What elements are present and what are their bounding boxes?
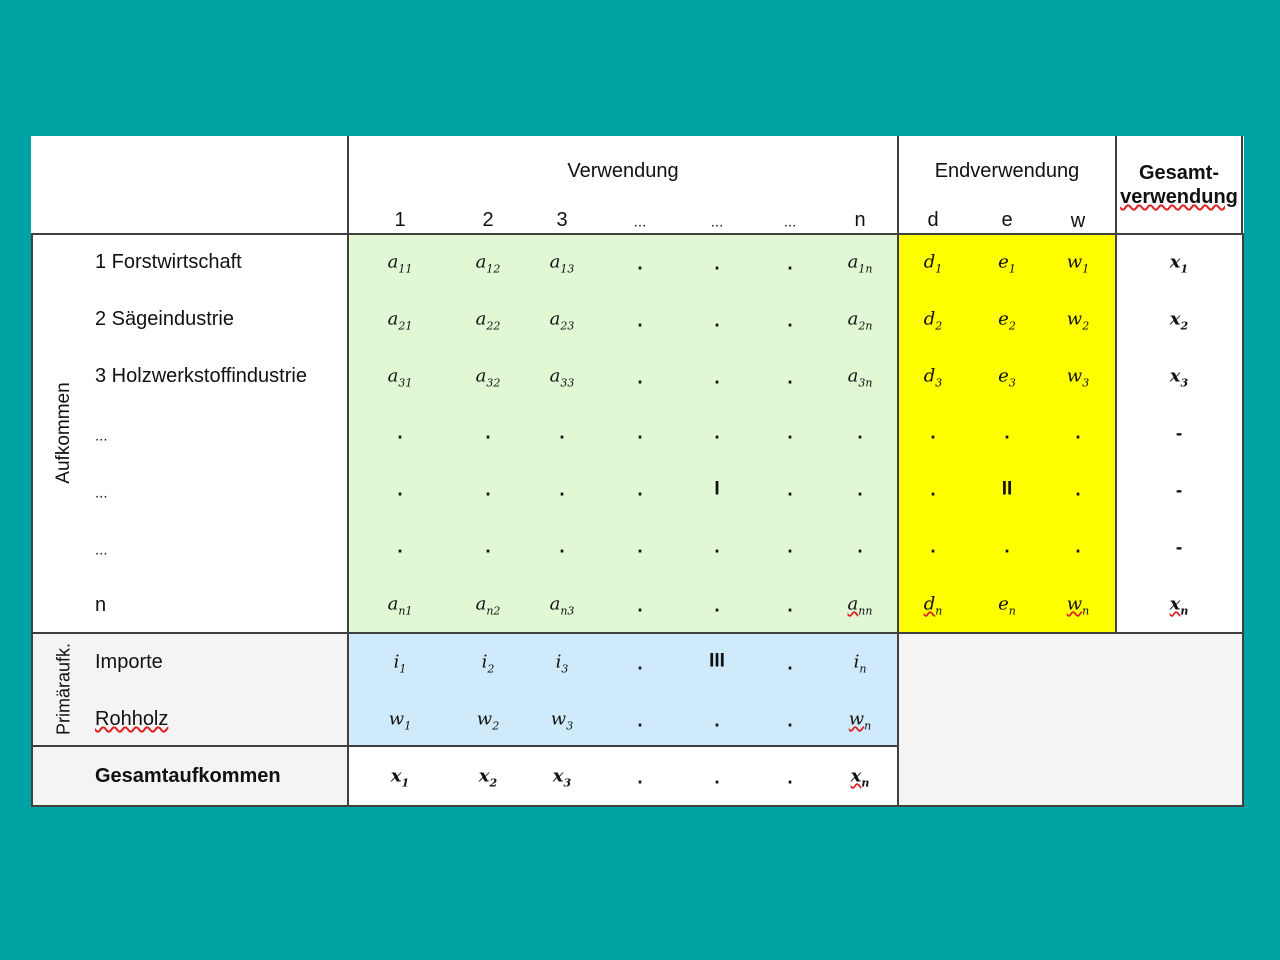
cell-dot: . xyxy=(485,536,491,558)
cell-a22: $a_{22}$ xyxy=(475,308,501,333)
cell-w3: $w_3$ xyxy=(1066,365,1090,390)
cell-total-x2: $x_2$ xyxy=(478,765,498,790)
cell-i3: $i_3$ xyxy=(555,651,569,676)
cell-dot: . xyxy=(714,536,720,558)
cell-dot: . xyxy=(637,479,643,501)
grid-line xyxy=(897,136,899,807)
grid-line xyxy=(1241,136,1243,234)
cell-dot: . xyxy=(787,710,793,732)
gesamtverwendung-header: Gesamt- verwendung xyxy=(1120,162,1238,208)
cell-d1: $d_1$ xyxy=(923,251,943,276)
cell-w2: $w_2$ xyxy=(1066,308,1090,333)
cell-dot: . xyxy=(714,767,720,789)
row-label-ellipsis: ... xyxy=(95,484,108,502)
cell-dot: . xyxy=(930,479,936,501)
cell-dot: . xyxy=(559,422,565,444)
column-header-w: w xyxy=(1070,210,1086,232)
column-header-n: n xyxy=(854,209,866,231)
row-label-rohholz: Rohholz xyxy=(95,708,169,730)
cell-dot: . xyxy=(637,653,643,675)
cell-i2: $i_2$ xyxy=(481,651,495,676)
cell-dot: . xyxy=(637,767,643,789)
cell-dot: . xyxy=(930,536,936,558)
cell-total-x1: $x_1$ xyxy=(390,765,410,790)
cell-dot: . xyxy=(787,253,793,275)
quadrant-label-ii: II xyxy=(1001,478,1013,500)
cell-e3: $e_3$ xyxy=(998,365,1016,390)
cell-dot: . xyxy=(637,710,643,732)
cell-dot: . xyxy=(485,479,491,501)
cell-dot: . xyxy=(397,536,403,558)
total-row-block xyxy=(349,747,898,807)
cell-a3n: $a_{3n}$ xyxy=(847,365,873,390)
cell-dot: . xyxy=(787,653,793,675)
cell-total-x3: $x_3$ xyxy=(552,765,572,790)
row-label-ellipsis: ... xyxy=(95,541,108,559)
cell-dot: . xyxy=(637,310,643,332)
grid-line xyxy=(31,233,1243,235)
cell-an3: $a_{n3}$ xyxy=(549,593,575,618)
column-header-dots: ... xyxy=(633,213,647,231)
cell-dot: . xyxy=(637,536,643,558)
cell-d2: $d_2$ xyxy=(923,308,943,333)
primary-input-block xyxy=(349,633,898,745)
cell-dot: . xyxy=(397,422,403,444)
cell-dot: . xyxy=(930,422,936,444)
cell-dot: . xyxy=(397,479,403,501)
cell-x3: $x_3$ xyxy=(1169,365,1189,390)
cell-dot: . xyxy=(559,536,565,558)
io-table xyxy=(31,136,1244,807)
cell-a1n: $a_{1n}$ xyxy=(847,251,873,276)
cell-dot: . xyxy=(787,536,793,558)
column-header-e: e xyxy=(1001,209,1013,231)
cell-a2n: $a_{2n}$ xyxy=(847,308,873,333)
cell-in: $i_n$ xyxy=(853,651,867,676)
cell-en: $e_n$ xyxy=(998,593,1016,618)
cell-dot: . xyxy=(714,253,720,275)
column-header-d: d xyxy=(927,209,939,231)
cell-a32: $a_{32}$ xyxy=(475,365,501,390)
primaeraufkommen-label: Primäraufk. xyxy=(53,642,74,736)
cell-dot: . xyxy=(1075,422,1081,444)
cell-w1-input: $w_1$ xyxy=(388,708,412,733)
cell-an1: $a_{n1}$ xyxy=(387,593,413,618)
cell-total-xn: $x_n$ xyxy=(850,765,870,790)
cell-x2: $x_2$ xyxy=(1169,308,1189,333)
cell-dot: . xyxy=(1075,536,1081,558)
cell-dot: . xyxy=(714,422,720,444)
quadrant-label-i: I xyxy=(714,478,720,500)
cell-ann: $a_{nn}$ xyxy=(847,593,873,618)
cell-e1: $e_1$ xyxy=(998,251,1016,276)
column-header-dots: ... xyxy=(710,213,724,231)
grid-line xyxy=(347,136,349,807)
cell-dot: . xyxy=(787,595,793,617)
cell-i1: $i_1$ xyxy=(393,651,407,676)
grid-line xyxy=(31,805,1244,807)
column-header-1: 1 xyxy=(394,209,406,231)
cell-d3: $d_3$ xyxy=(923,365,943,390)
cell-dot: . xyxy=(857,422,863,444)
verwendung-header: Verwendung xyxy=(567,160,679,182)
cell-dot: . xyxy=(559,479,565,501)
cell-dot: . xyxy=(714,710,720,732)
cell-a21: $a_{21}$ xyxy=(387,308,413,333)
quadrant-label-iii: III xyxy=(709,650,725,672)
cell-x1: $x_1$ xyxy=(1169,251,1189,276)
cell-wn-input: $w_n$ xyxy=(848,708,872,733)
row-label-saegeindustrie: 2 Sägeindustrie xyxy=(95,308,234,330)
cell-dn: $d_n$ xyxy=(923,593,943,618)
aufkommen-label: Aufkommen xyxy=(53,382,74,484)
cell-dot: . xyxy=(637,422,643,444)
cell-dot: . xyxy=(857,536,863,558)
grid-line xyxy=(31,745,898,747)
cell-a11: $a_{11}$ xyxy=(387,251,413,276)
grid-line xyxy=(31,632,1244,634)
grid-line xyxy=(1115,136,1117,633)
cell-dot: . xyxy=(714,595,720,617)
cell-dot: . xyxy=(1004,536,1010,558)
row-label-gesamtaufkommen: Gesamtaufkommen xyxy=(95,765,281,787)
gray-area-right xyxy=(898,633,1244,807)
cell-an2: $a_{n2}$ xyxy=(475,593,501,618)
cell-dot: . xyxy=(637,253,643,275)
cell-dot: . xyxy=(714,367,720,389)
row-label-n: n xyxy=(95,594,107,616)
row-label-forstwirtschaft: 1 Forstwirtschaft xyxy=(95,251,242,273)
intermediate-use-block xyxy=(349,234,898,632)
cell-dash: - xyxy=(1175,480,1183,502)
cell-dot: . xyxy=(637,367,643,389)
cell-a12: $a_{12}$ xyxy=(475,251,501,276)
cell-dot: . xyxy=(714,310,720,332)
cell-dot: . xyxy=(787,367,793,389)
cell-dot: . xyxy=(787,310,793,332)
cell-dot: . xyxy=(787,479,793,501)
cell-dot: . xyxy=(1004,422,1010,444)
cell-a23: $a_{23}$ xyxy=(549,308,575,333)
cell-a33: $a_{33}$ xyxy=(549,365,575,390)
cell-dot: . xyxy=(787,422,793,444)
cell-xn: $x_n$ xyxy=(1169,593,1189,618)
cell-a31: $a_{31}$ xyxy=(387,365,413,390)
cell-a13: $a_{13}$ xyxy=(549,251,575,276)
cell-dot: . xyxy=(787,767,793,789)
cell-dot: . xyxy=(857,479,863,501)
cell-w2-input: $w_2$ xyxy=(476,708,500,733)
cell-w1: $w_1$ xyxy=(1066,251,1090,276)
cell-w3-input: $w_3$ xyxy=(550,708,574,733)
row-label-importe: Importe xyxy=(95,651,163,673)
cell-dot: . xyxy=(637,595,643,617)
cell-dot: . xyxy=(1075,479,1081,501)
cell-wn: $w_n$ xyxy=(1066,593,1090,618)
cell-e2: $e_2$ xyxy=(998,308,1016,333)
column-header-3: 3 xyxy=(556,209,568,231)
cell-dash: - xyxy=(1175,423,1183,445)
row-label-holzwerkstoffindustrie: 3 Holzwerkstoffindustrie xyxy=(95,365,307,387)
cell-dot: . xyxy=(485,422,491,444)
grid-line xyxy=(1242,233,1244,807)
endverwendung-header: Endverwendung xyxy=(934,160,1080,182)
column-header-2: 2 xyxy=(482,209,494,231)
row-label-ellipsis: ... xyxy=(95,427,108,445)
column-header-dots: ... xyxy=(783,213,797,231)
grid-line xyxy=(31,233,33,807)
cell-dash: - xyxy=(1175,537,1183,559)
